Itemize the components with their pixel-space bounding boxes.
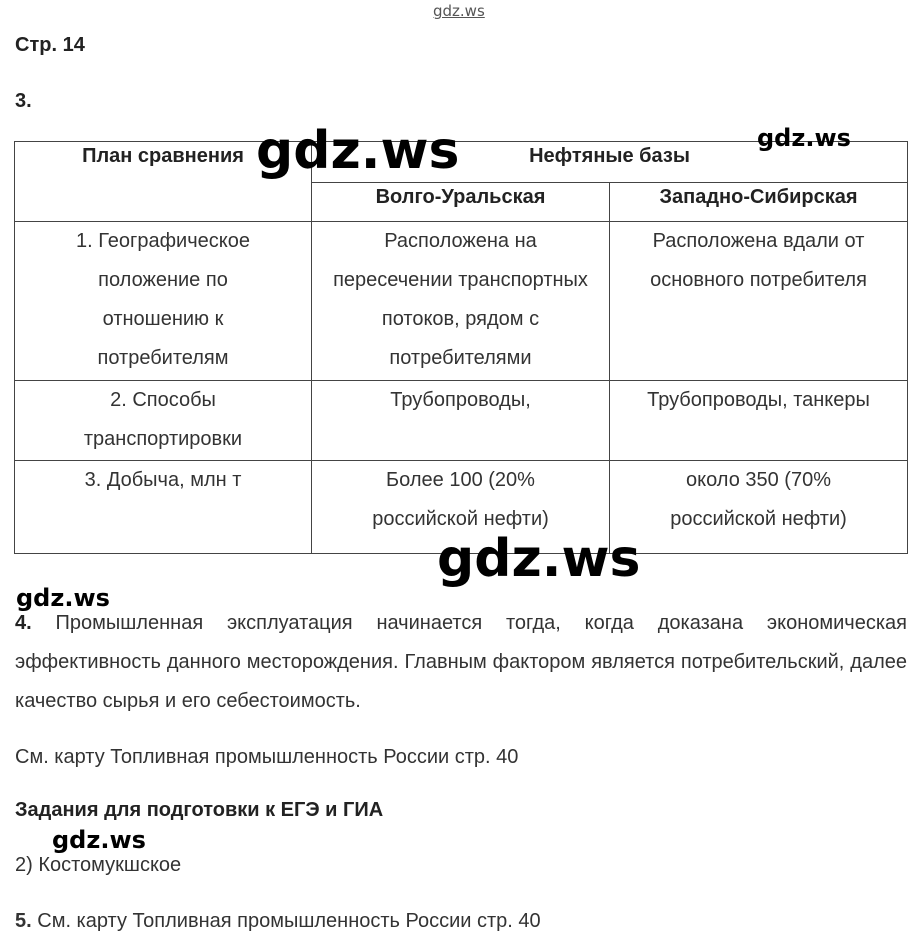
task-4-paragraph [15, 604, 907, 721]
task-4-text: Промышленная эксплуатация начинается тогда, когда доказана экономическая эффективность данного месторождения. Главным фактором является потребительский, далее качество сырья и его себестоимость. [15, 612, 907, 712]
row-volga-value [312, 381, 610, 461]
task-4-number: 4. [15, 612, 32, 634]
task-5-text: См. карту Топливная промышленность России стр. 40 [37, 910, 541, 932]
cell-text: 3. Добыча, млн т [84, 469, 242, 491]
comparison-table [14, 141, 908, 554]
watermark-overlay: gdz.ws [757, 124, 851, 152]
cell-text: Трубопроводы, танкеры [647, 389, 870, 411]
header-volga-ural: Волго-Уральская [312, 183, 610, 222]
table-row [15, 381, 908, 461]
row-criterion [15, 222, 312, 381]
row-volga-value [312, 222, 610, 381]
header-west-siberia: Западно-Сибирская [610, 183, 908, 222]
cell-text: Трубопроводы, [390, 389, 531, 411]
cell-text: около 350 (70% российской нефти) [670, 469, 847, 530]
watermark-overlay: gdz.ws [52, 826, 146, 854]
task-5-number: 5. [15, 910, 32, 932]
ege-answer-2: 2) Костомукшское [15, 854, 182, 876]
watermark-overlay: gdz.ws [16, 584, 110, 612]
cell-text: Расположена на пересечении транспортных потоков, рядом с потребителями [333, 230, 588, 369]
cell-text: Расположена вдали от основного потребителя [650, 230, 867, 291]
watermark-overlay: gdz.ws [437, 529, 641, 589]
watermark-link[interactable]: gdz.ws [433, 2, 485, 20]
cell-text: 2. Способы транспортировки [83, 389, 243, 450]
watermark-overlay: gdz.ws [256, 121, 460, 181]
header-plan: План сравнения [15, 142, 312, 222]
row-criterion [15, 461, 312, 554]
header-oil-bases: Нефтяные базы [312, 142, 908, 183]
cell-text: Более 100 (20% российской нефти) [372, 469, 549, 530]
row-criterion [15, 381, 312, 461]
table-row [15, 222, 908, 381]
map-reference: См. карту Топливная промышленность России стр. 40 [15, 746, 519, 768]
cell-text: 1. Географическое положение по отношению к потребителям [76, 230, 250, 369]
row-west-siberia-value [610, 222, 908, 381]
ege-section-heading: Задания для подготовки к ЕГЭ и ГИА [15, 799, 384, 821]
page-title: Стр. 14 [15, 34, 85, 56]
row-west-siberia-value [610, 461, 908, 554]
task-5-paragraph [15, 902, 907, 941]
task-3-number: 3. [15, 90, 32, 112]
row-west-siberia-value [610, 381, 908, 461]
